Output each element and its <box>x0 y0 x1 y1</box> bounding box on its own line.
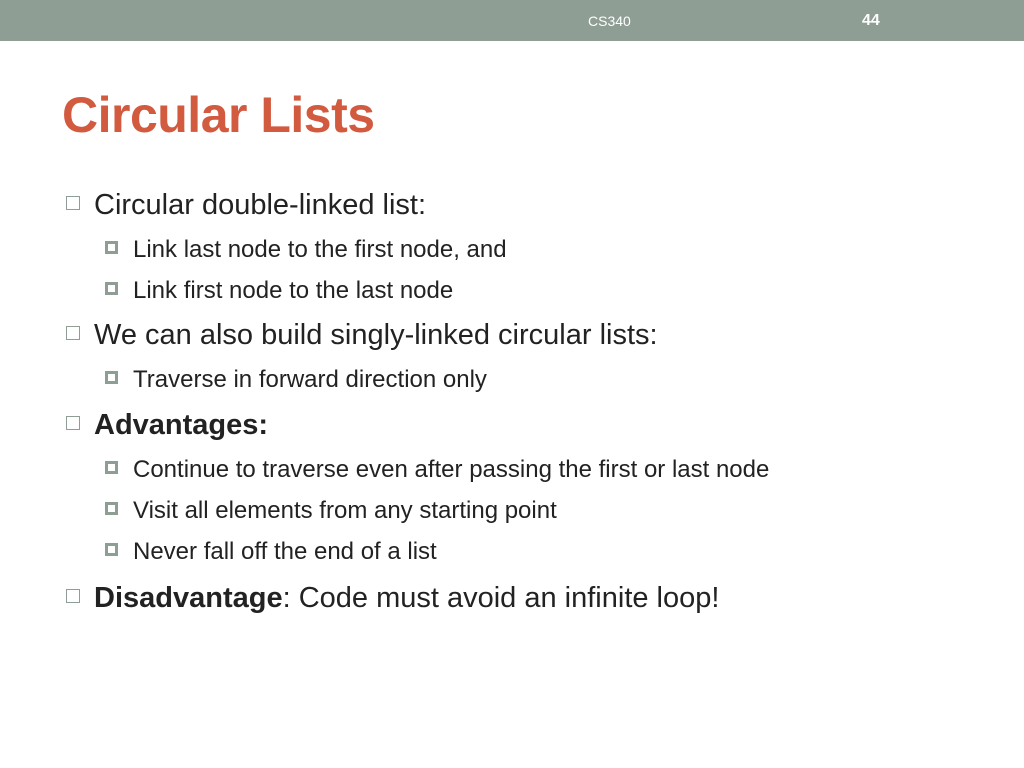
bullet-item <box>66 189 426 222</box>
thick-square-icon <box>105 371 118 384</box>
thick-square-icon <box>105 543 118 556</box>
hollow-square-icon <box>66 416 80 430</box>
thick-square-icon <box>105 241 118 254</box>
thick-square-icon <box>105 282 118 295</box>
bullet-item <box>66 582 719 615</box>
sub-bullet-item <box>105 236 507 264</box>
thick-square-icon <box>105 502 118 515</box>
hollow-square-icon <box>66 589 80 603</box>
sub-bullet-text: Link first node to the last node <box>133 277 454 304</box>
hollow-square-icon <box>66 326 80 340</box>
bullet-item <box>66 409 268 442</box>
bullet-text: We can also build singly-linked circular lists: <box>94 319 658 351</box>
bullet-item <box>66 319 658 352</box>
slide-title: Circular Lists <box>62 87 375 143</box>
hollow-square-icon <box>66 196 80 210</box>
slide-number: 44 <box>862 12 880 29</box>
sub-bullet-text: Traverse in forward direction only <box>133 366 487 393</box>
bullet-text-bold: Disadvantage <box>94 582 283 614</box>
sub-bullet-item <box>105 538 437 566</box>
sub-bullet-text: Visit all elements from any starting point <box>133 497 557 524</box>
sub-bullet-item <box>105 497 557 525</box>
sub-bullet-text: Continue to traverse even after passing the first or last node <box>133 456 770 483</box>
bullet-text: Circular double-linked list: <box>94 189 427 221</box>
sub-bullet-text: Link last node to the first node, and <box>133 236 507 263</box>
course-label: CS340 <box>588 13 631 29</box>
sub-bullet-text: Never fall off the end of a list <box>133 538 437 565</box>
thick-square-icon <box>105 461 118 474</box>
sub-bullet-item <box>105 456 769 484</box>
bullet-text: : Code must avoid an infinite loop! <box>282 582 720 614</box>
sub-bullet-item <box>105 277 453 305</box>
sub-bullet-item <box>105 366 487 394</box>
bullet-text-bold: Advantages: <box>94 409 269 441</box>
